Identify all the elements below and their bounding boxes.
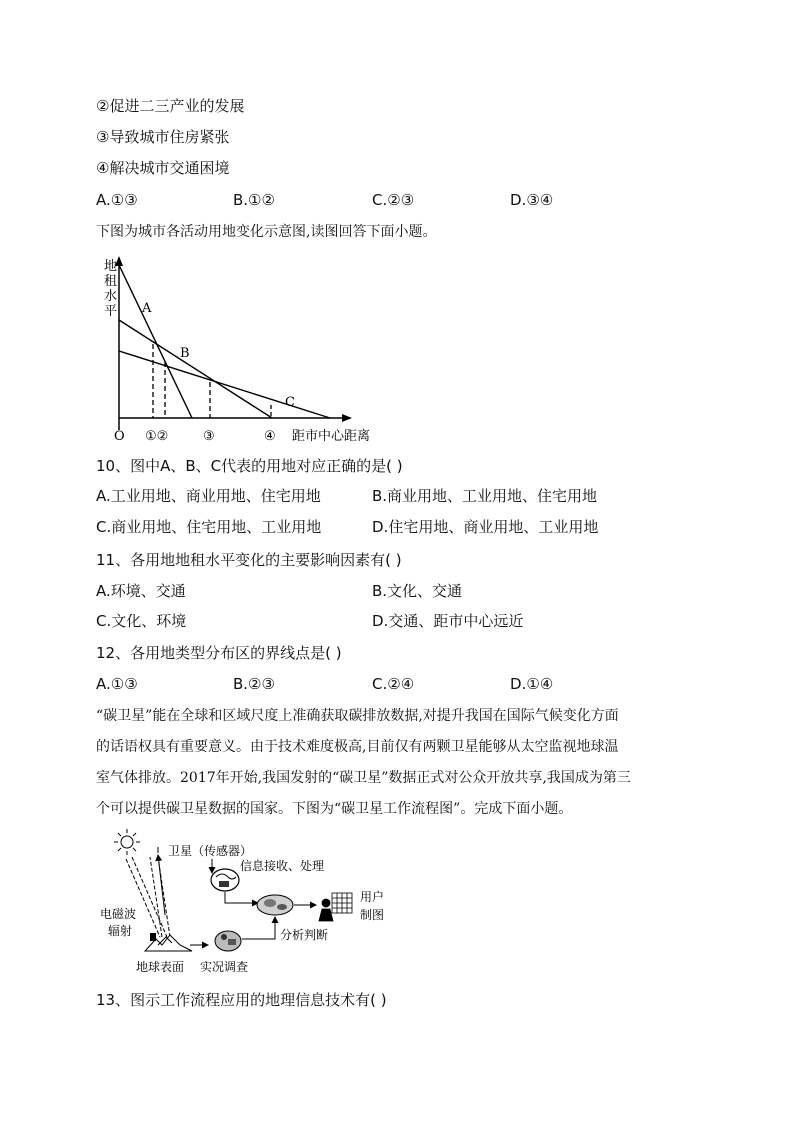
receive-process-label: 信息接收、处理 [240, 859, 325, 873]
q10-option-a: A.工业用地、商业用地、住宅用地 [96, 487, 321, 505]
intro-land-use: 下图为城市各活动用地变化示意图,读图回答下面小题。 [96, 224, 437, 240]
origin-label: O [114, 429, 125, 444]
em-wave-label: 电磁波 [100, 907, 137, 921]
q10-option-b: B.商业用地、工业用地、住宅用地 [372, 487, 598, 505]
q12-option-b: B.②③ [233, 675, 275, 693]
label-a: A [142, 301, 152, 316]
earth-surface-label: 地球表面 [136, 960, 185, 974]
land-rent-chart [90, 250, 370, 450]
prev-option-a: A.①③ [96, 191, 138, 209]
passage-line-2: 的话语权具有重要意义。由于技术难度极高,目前仅有两颗卫星能够从太空监视地球温 [96, 739, 619, 755]
ylabel-char-2: 租 [104, 274, 118, 289]
passage-line-4: 个可以提供碳卫星数据的国家。下图为“碳卫星工作流程图”。完成下面小题。 [96, 801, 573, 817]
q12-option-c: C.②④ [372, 675, 415, 693]
line-c [119, 351, 330, 418]
carbon-satellite-workflow [100, 825, 400, 980]
passage-line-1: “碳卫星”能在全球和区域尺度上准确获取碳排放数据,对提升我国在国际气候变化方面 [96, 708, 619, 724]
tick-4: ④ [264, 429, 276, 444]
receiving-station-icon [211, 869, 239, 891]
prev-item-3: ③导致城市住房紧张 [96, 128, 230, 146]
q11-option-b: B.文化、交通 [372, 582, 463, 600]
field-survey-icon [215, 931, 241, 951]
tick-3: ③ [203, 429, 215, 444]
q11-option-a: A.环境、交通 [96, 582, 186, 600]
label-c: C [285, 395, 295, 410]
prev-option-d: D.③④ [510, 191, 554, 209]
prev-item-2: ②促进二三产业的发展 [96, 97, 245, 115]
q12-stem: 12、各用地类型分布区的界线点是( ) [96, 644, 342, 662]
q13-stem: 13、图示工作流程应用的地理信息技术有( ) [96, 991, 387, 1009]
sunlight-ray-1 [132, 857, 167, 937]
ylabel-char-3: 水 [104, 289, 118, 304]
q12-option-a: A.①③ [96, 675, 138, 693]
x-axis-label: 距市中心距离 [292, 429, 370, 444]
prev-item-4: ④解决城市交通困境 [96, 159, 230, 177]
analysis-label: 分析判断 [280, 928, 329, 942]
earth-surface-icon [145, 933, 192, 951]
satellite-label: 卫星（传感器） [168, 844, 253, 858]
user-label: 用户 [360, 890, 385, 904]
prev-option-b: B.①② [233, 191, 275, 209]
tick-12: ①② [145, 429, 169, 444]
q10-option-c: C.商业用地、住宅用地、工业用地 [96, 518, 322, 536]
q11-option-c: C.文化、环境 [96, 612, 187, 630]
q11-stem: 11、各用地地租水平变化的主要影响因素有( ) [96, 551, 402, 569]
q10-option-d: D.住宅用地、商业用地、工业用地 [372, 518, 599, 536]
line-b [119, 320, 272, 418]
q10-stem: 10、图中A、B、C代表的用地对应正确的是( ) [96, 457, 403, 475]
radiation-label: 辐射 [108, 924, 133, 938]
processing-center-icon [257, 895, 293, 915]
sun-icon [114, 829, 140, 855]
user-mapping-icon [319, 893, 352, 921]
x-axis-arrow [342, 414, 352, 422]
radiation-arrow [158, 855, 165, 915]
ylabel-char-1: 地 [104, 259, 118, 274]
ylabel-char-4: 平 [104, 304, 118, 319]
mapping-label: 制图 [360, 908, 385, 922]
passage-line-3: 室气体排放。2017年开始,我国发射的“碳卫星”数据正式对公众开放共享,我国成为第三 [96, 770, 631, 786]
q12-option-d: D.①④ [510, 675, 554, 693]
field-survey-label: 实况调查 [200, 960, 249, 974]
prev-option-c: C.②③ [372, 191, 415, 209]
q11-option-d: D.交通、距市中心远近 [372, 612, 524, 630]
label-b: B [180, 346, 190, 361]
line-a [119, 265, 192, 418]
